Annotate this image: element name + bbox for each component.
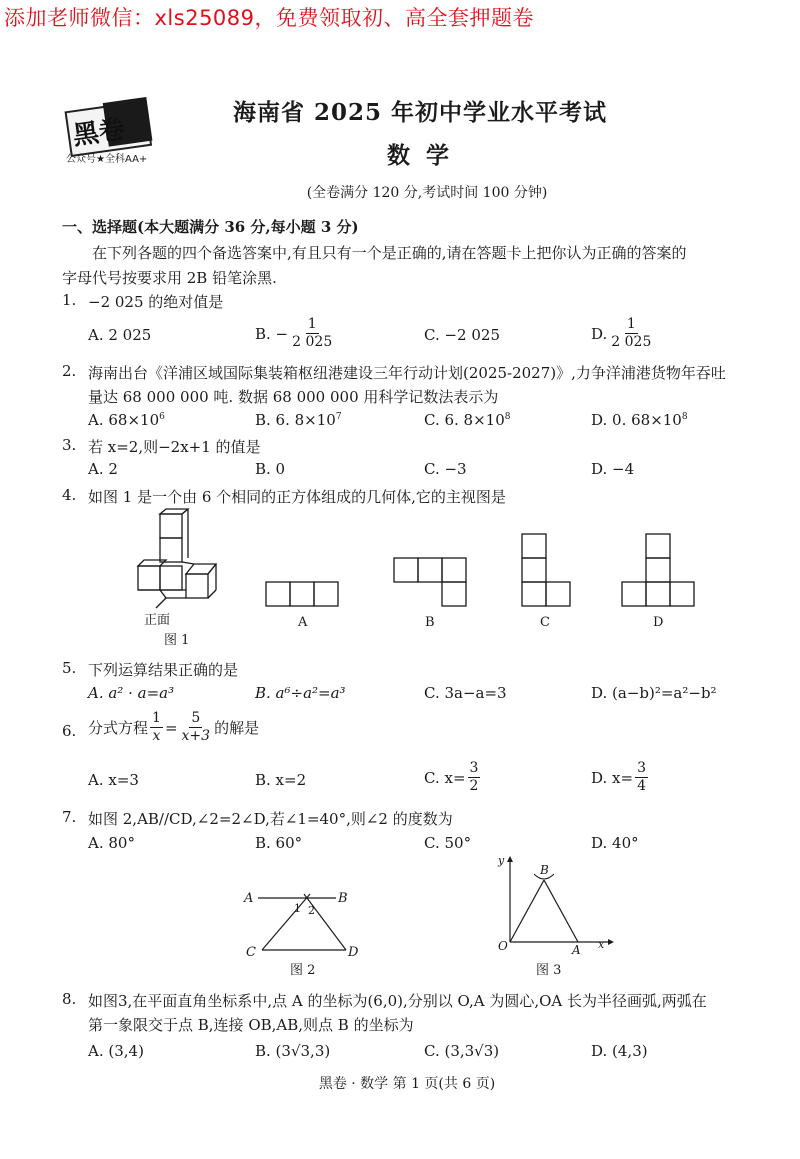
fig2-angle-1: 1	[294, 902, 301, 915]
front-label: 正面	[144, 613, 171, 628]
fig2-label-d: D	[348, 945, 359, 960]
q6-f2-den: x+3	[181, 728, 211, 744]
q2-stem-1: 海南出台《洋浦区域国际集装箱枢纽港建设三年行动计划(2025-2027)》,力争洋浦港货物年吞吐	[88, 364, 726, 382]
q1-number: 1.	[62, 291, 77, 309]
q8-option-c[interactable]: C. (3,3√3)	[424, 1042, 500, 1060]
figure-1-solid	[138, 509, 216, 608]
q6-equals: =	[164, 718, 178, 737]
fig2-label-a: A	[244, 891, 254, 906]
q2-option-a[interactable]	[88, 411, 165, 429]
q4-option-c-label: C	[540, 615, 550, 630]
q2-stem-2: 量达 68 000 000 吨. 数据 68 000 000 用科学记数法表示为	[88, 388, 499, 406]
q1-option-a[interactable]: A. 2 025	[88, 326, 152, 344]
q6-number: 6.	[62, 722, 77, 740]
q6-d-fraction	[635, 760, 648, 795]
q2-c-text: C. 6. 8×10	[424, 411, 505, 429]
q4-option-a-view	[266, 582, 338, 606]
q1-d-num: 1	[626, 316, 636, 332]
segment-ob	[510, 880, 544, 942]
q1-b-prefix: B. −	[255, 324, 289, 343]
q1-option-b[interactable]	[255, 316, 336, 351]
q6-fraction-1	[150, 710, 163, 745]
instruction-line-2: 字母代号按要求用 2B 铅笔涂黑.	[62, 269, 277, 287]
fig3-label-a: A	[572, 943, 581, 957]
q2-d-exp: 8	[681, 412, 688, 422]
q4-option-a-label: A	[298, 615, 308, 630]
q2-option-d[interactable]	[591, 411, 688, 429]
fig3-label-x: x	[598, 938, 605, 951]
q7-option-a[interactable]: A. 80°	[88, 834, 135, 852]
q4-option-c-view	[522, 534, 570, 606]
q8-stem-2: 第一象限交于点 B,连接 OB,AB,则点 B 的坐标为	[88, 1016, 414, 1034]
q2-a-exp: 6	[159, 412, 165, 422]
promo-banner: 添加老师微信：xls25089，免费领取初、高全套押题卷	[4, 6, 535, 30]
fig3-caption: 图 3	[536, 963, 562, 978]
fig3-label-b: B	[540, 863, 549, 877]
q6-d-den: 4	[637, 778, 646, 794]
exam-subject: 数学	[387, 142, 465, 169]
q7-stem: 如图 2,AB//CD,∠2=2∠D,若∠1=40°,则∠2 的度数为	[88, 810, 453, 828]
q6-stem	[88, 710, 259, 745]
q1-b-num: 1	[307, 316, 317, 332]
q6-stem-pre: 分式方程	[88, 719, 149, 737]
exam-note: (全卷满分 120 分,考试时间 100 分钟)	[306, 185, 548, 201]
q7-option-b[interactable]: B. 60°	[255, 834, 303, 852]
q2-option-b[interactable]	[255, 411, 342, 429]
q6-f1-den: x	[152, 728, 161, 744]
figure-1-caption: 图 1	[164, 633, 190, 648]
q5-number: 5.	[62, 659, 77, 677]
q2-d-text: D. 0. 68×10	[591, 411, 682, 429]
q3-option-a[interactable]: A. 2	[88, 460, 118, 478]
segment-ab	[544, 880, 578, 942]
q3-option-b[interactable]: B. 0	[255, 460, 286, 478]
q6-d-prefix: D. x=	[591, 768, 634, 787]
q6-fraction-2	[180, 710, 213, 745]
q2-option-c[interactable]	[424, 411, 511, 429]
fig2-label-c: C	[246, 945, 256, 960]
q4-option-b-view	[394, 558, 466, 606]
q6-d-num: 3	[637, 760, 646, 776]
fig2-label-b: B	[338, 891, 348, 906]
q4-option-d-view	[622, 534, 694, 606]
q4-option-b-label: B	[425, 615, 435, 630]
q5-option-d[interactable]: D. (a−b)²=a²−b²	[591, 684, 717, 702]
q6-option-c[interactable]	[424, 760, 482, 795]
q3-option-c[interactable]: C. −3	[424, 460, 467, 478]
q6-option-b[interactable]: B. x=2	[255, 771, 307, 789]
q5-option-c[interactable]: C. 3a−a=3	[424, 684, 507, 702]
q7-option-c[interactable]: C. 50°	[424, 834, 472, 852]
q6-c-num: 3	[469, 760, 479, 776]
page-footer: 黑卷 · 数学 第 1 页(共 6 页)	[318, 1076, 496, 1092]
q2-c-exp: 8	[504, 412, 511, 422]
fig2-caption: 图 2	[290, 963, 316, 978]
q1-d-prefix: D.	[591, 324, 608, 343]
q2-a-text: A. 68×10	[88, 411, 160, 429]
q2-number: 2.	[62, 362, 77, 380]
q8-number: 8.	[62, 990, 77, 1008]
q6-stem-post: 的解是	[214, 719, 260, 737]
logo-big-left: 黑卷	[70, 114, 127, 152]
q3-number: 3.	[62, 436, 77, 454]
q8-option-a[interactable]: A. (3,4)	[88, 1042, 144, 1060]
figure-2	[238, 880, 378, 980]
q7-option-d[interactable]: D. 40°	[591, 834, 639, 852]
x-axis-arrow	[608, 939, 614, 945]
q5-stem: 下列运算结果正确的是	[88, 661, 239, 679]
exam-title: 海南省 2025 年初中学业水平考试	[232, 99, 608, 126]
y-axis-arrow	[507, 856, 513, 862]
q6-c-prefix: C. x=	[424, 768, 466, 787]
q6-f2-num: 5	[191, 710, 201, 726]
fig2-angle-2: 2	[308, 904, 315, 917]
q6-option-d[interactable]	[591, 760, 650, 795]
logo-caption: 公众号★全科AA+	[66, 154, 148, 165]
q5-option-b[interactable]: B. a⁶÷a²=a³	[255, 684, 346, 702]
section-title: 一、选择题(本大题满分 36 分,每小题 3 分)	[62, 218, 359, 236]
q1-d-fraction	[609, 316, 653, 351]
q1-stem: −2 025 的绝对值是	[88, 293, 224, 311]
q7-number: 7.	[62, 808, 77, 826]
q1-option-d[interactable]	[591, 316, 655, 351]
figure-3	[490, 852, 620, 980]
q6-c-den: 2	[469, 778, 479, 794]
q6-c-fraction	[468, 760, 481, 795]
q5-option-a[interactable]: A. a² · a=a³	[88, 684, 175, 702]
q1-b-fraction	[290, 316, 334, 351]
q8-option-b[interactable]: B. (3√3,3)	[255, 1042, 331, 1060]
q1-b-den: 2 025	[292, 334, 333, 350]
q3-option-d[interactable]: D. −4	[591, 460, 635, 478]
q8-option-d[interactable]: D. (4,3)	[591, 1042, 648, 1060]
fig3-label-o: O	[498, 939, 508, 953]
q4-stem: 如图 1 是一个由 6 个相同的正方体组成的几何体,它的主视图是	[88, 488, 506, 506]
q1-d-den: 2 025	[611, 334, 652, 350]
fig3-label-y: y	[498, 854, 505, 867]
line-c-vertex	[262, 894, 310, 950]
q4-number: 4.	[62, 486, 77, 504]
q2-b-text: B. 6. 8×10	[255, 411, 336, 429]
q2-b-exp: 7	[335, 412, 342, 422]
q4-figures	[120, 508, 720, 656]
q1-option-c[interactable]: C. −2 025	[424, 326, 500, 344]
q3-stem: 若 x=2,则−2x+1 的值是	[88, 438, 261, 456]
instruction-line-1: 在下列各题的四个备选答案中,有且只有一个是正确的,请在答题卡上把你认为正确的答案的	[92, 244, 687, 262]
q8-stem-1: 如图3,在平面直角坐标系中,点 A 的坐标为(6,0),分别以 O,A 为圆心,OA 长为半径画弧,两弧在	[88, 992, 707, 1010]
q6-f1-num: 1	[152, 710, 161, 726]
q4-option-d-label: D	[653, 615, 664, 630]
q6-option-a[interactable]: A. x=3	[88, 771, 139, 789]
